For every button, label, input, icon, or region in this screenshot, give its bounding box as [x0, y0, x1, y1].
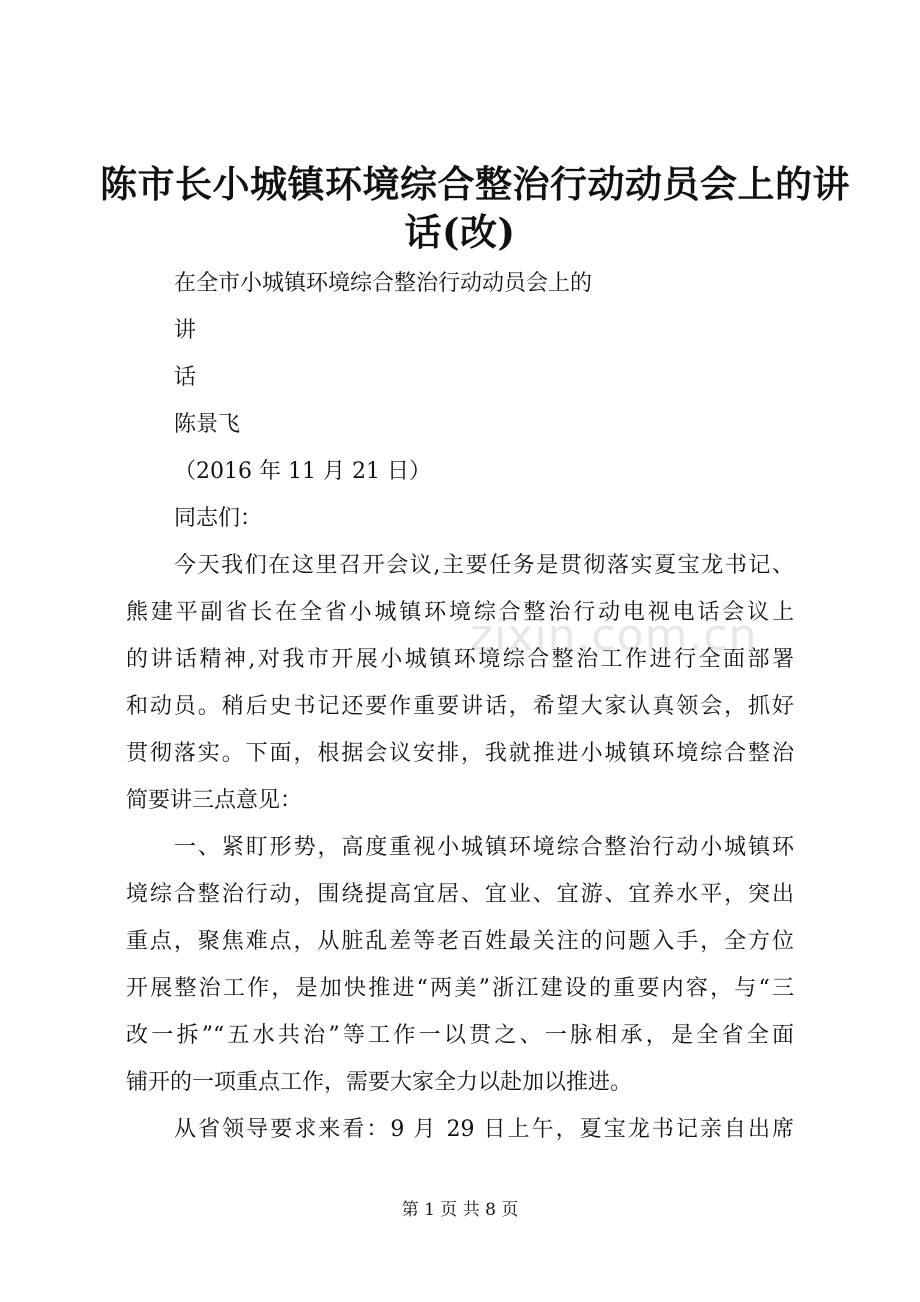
intro-line: 在全市小城镇环境综合整治行动动员会上的 — [174, 271, 593, 296]
paragraph-3 — [126, 1106, 794, 1153]
paragraph-line: 熊建平副省长在全省小城镇环境综合整治行动电视电话会议上 — [126, 600, 794, 625]
title-line-2: 话(改) — [404, 210, 516, 254]
paragraph-line: 铺开的一项重点工作，需要大家全力以赴加以推进。 — [126, 1070, 633, 1095]
paragraph-line: 重点，聚焦难点，从脏乱差等老百姓最关注的问题入手，全方位 — [126, 929, 794, 954]
paragraph-line: 贯彻落实。下面，根据会议安排，我就推进小城镇环境综合整治 — [126, 741, 794, 766]
title-line-1: 陈市长小城镇环境综合整治行动动员会上的讲 — [100, 162, 850, 206]
paragraph-2 — [126, 824, 794, 1106]
paragraph-line: 一、紧盯形势，高度重视小城镇环境综合整治行动小城镇环 — [174, 835, 794, 860]
watermark: zixin.com.cn — [470, 610, 758, 661]
intro-line: 讲 — [174, 318, 197, 343]
paragraph-line: 和动员。稍后史书记还要作重要讲话，希望大家认真领会，抓好 — [126, 694, 794, 719]
paragraph-1 — [126, 542, 794, 824]
paragraph-line: 简要讲三点意见： — [126, 788, 303, 813]
paragraph-line: 从省领导要求来看：9 月 29 日上午，夏宝龙书记亲自出席 — [174, 1117, 794, 1142]
paragraph-line: 改一拆”“五水共治”等工作一以贯之、一脉相承，是全省全面 — [126, 1023, 794, 1048]
author-name: 陈景飞 — [174, 412, 241, 437]
paragraph-line: 开展整治工作，是加快推进“两美”浙江建设的重要内容，与“三 — [126, 976, 794, 1001]
paragraph-line: 境综合整治行动，围绕提高宜居、宜业、宜游、宜养水平，突出 — [126, 882, 794, 907]
speech-date: （2016 年 11 月 21 日） — [174, 459, 431, 484]
page-footer: 第 1 页 共 8 页 — [401, 1200, 519, 1220]
intro-line: 话 — [174, 365, 197, 390]
document-title — [100, 160, 850, 256]
paragraph-line: 的讲话精神,对我市开展小城镇环境综合整治工作进行全面部署 — [126, 647, 794, 672]
document-body — [126, 260, 794, 1153]
salutation: 同志们： — [174, 506, 263, 531]
paragraph-line: 今天我们在这里召开会议,主要任务是贯彻落实夏宝龙书记、 — [174, 553, 794, 578]
